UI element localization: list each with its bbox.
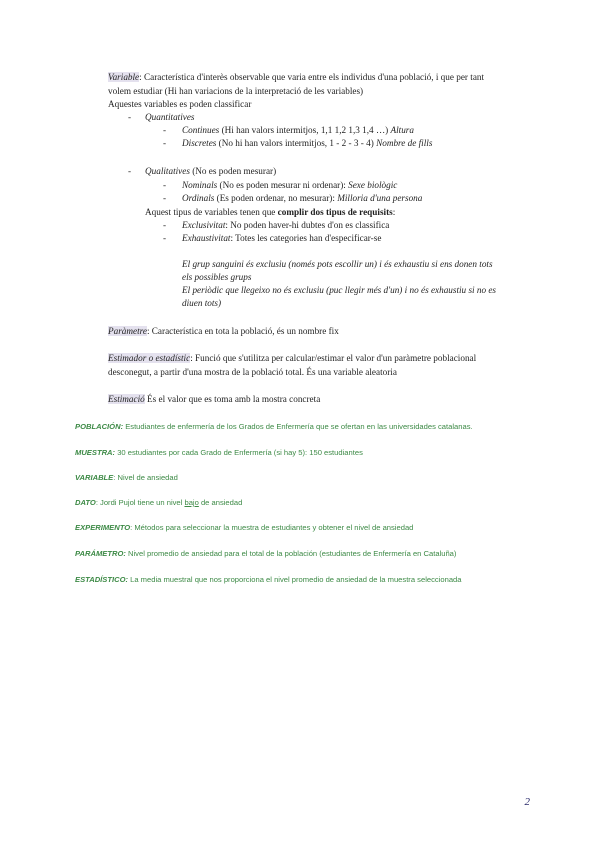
example-line-2b: diuen tots) (182, 298, 222, 308)
estadistico-label: ESTADÍSTICO: (75, 575, 129, 584)
exhaustivitat-item (182, 233, 381, 244)
ordinals-example: Milloria d'una persona (337, 193, 423, 203)
discretes-label: Discretes (182, 138, 217, 148)
exclusivitat-desc: : No poden haver-hi dubtes d'on es classifica (225, 220, 390, 230)
experimento-text: : Métodos para seleccionar la muestra de estudiantes y obtener el nivel de ansiedad (130, 523, 414, 532)
example-line-2a: El periòdic que llegeixo no és exclusiu (puc llegir més d'un) i no és exhaustiu si no es (182, 285, 497, 295)
requisits-line (145, 207, 395, 218)
bullet-dash: - (163, 220, 167, 230)
bullet-dash: - (128, 112, 132, 122)
parametro-label: PARÁMETRO: (75, 549, 126, 558)
qualitatives-desc: (No es poden mesurar) (189, 166, 277, 176)
continues-label: Continues (182, 125, 220, 135)
nominals-label: Nominals (182, 180, 218, 190)
poblacion-label: POBLACIÓN: (75, 422, 124, 431)
variable-term: Variable (108, 72, 140, 82)
variable-def-line1 (108, 72, 484, 83)
dato-label: DATO (75, 498, 96, 507)
variable-def-line2: volem estudiar (Hi han variacions de la interpretació de les variables) (108, 86, 364, 96)
bullet-dash: - (163, 233, 167, 243)
discretes-item (182, 138, 432, 149)
example-line-1a: El grup sanguini és exclusiu (només pots escollir un) i és exhaustiu si ens donen tots (182, 259, 493, 269)
poblacion-text: Estudiantes de enfermería de los Grados de Enfermería que se ofertan en las universidades catalanas. (123, 422, 473, 431)
bullet-dash: - (163, 125, 167, 135)
example-estadistico (75, 575, 462, 584)
estimador-def-line1 (108, 353, 476, 364)
ordinals-label: Ordinals (182, 193, 215, 203)
variable-text: : Nivel de ansiedad (113, 473, 178, 482)
requisits-suffix: : (392, 207, 396, 217)
page-number: 2 (524, 796, 530, 808)
nominals-example: Sexe biològic (348, 180, 398, 190)
exhaustivitat-desc: : Totes les categories han d'especificar-se (230, 233, 382, 243)
estimador-term: Estimador o estadístic (108, 353, 191, 363)
estimacio-term: Estimació (108, 394, 145, 404)
estimacio-def (108, 394, 320, 405)
requisits-prefix: Aquest tipus de variables tenen que (145, 207, 278, 217)
quantitatives-label: Quantitatives (145, 112, 195, 122)
parametre-text: : Característica en tota la població, és un nombre fix (146, 326, 339, 336)
bullet-dash: - (163, 193, 167, 203)
example-muestra (75, 448, 363, 457)
continues-example: Altura (390, 125, 414, 135)
bullet-dash: - (128, 166, 132, 176)
muestra-label: MUESTRA: (75, 448, 116, 457)
example-parametro (75, 549, 456, 558)
continues-item (182, 125, 414, 136)
nominals-desc: (No es poden mesurar ni ordenar): (217, 180, 349, 190)
bullet-dash: - (163, 180, 167, 190)
example-dato (75, 498, 242, 507)
nominals-item (182, 180, 397, 191)
parametro-text: Nivel promedio de ansiedad para el total de la población (estudiantes de Enfermería en Cataluña) (125, 549, 457, 558)
ordinals-item (182, 193, 422, 204)
parametre-def (108, 326, 339, 337)
requisits-bold: complir dos tipus de requisits (277, 207, 393, 217)
continues-desc: (Hi han valors intermitjos, 1,1 1,2 1,3 1,4 …) (219, 125, 391, 135)
variable-def-text: : Característica d'interès observable que varia entre els individus d'una població, i que per tant (139, 72, 485, 82)
dato-text-post: de ansiedad (198, 498, 243, 507)
example-experimento (75, 523, 413, 532)
qualitatives-label: Qualitatives (145, 166, 190, 176)
variable-label: VARIABLE (75, 473, 114, 482)
discretes-example: Nombre de fills (376, 138, 433, 148)
exclusivitat-label: Exclusivitat (182, 220, 226, 230)
variable-intro: Aquestes variables es poden classificar (108, 99, 252, 109)
estimador-def-line2: desconegut, a partir d'una mostra de la població total. És una variable aleatoria (108, 367, 397, 377)
bullet-dash: - (163, 138, 167, 148)
discretes-desc: (No hi han valors intermitjos, 1 - 2 - 3 - 4) (216, 138, 377, 148)
experimento-label: EXPERIMENTO (75, 523, 131, 532)
exhaustivitat-label: Exhaustivitat (182, 233, 231, 243)
estimador-text: : Funció que s'utilitza per calcular/estimar el valor d'un paràmetre poblacional (190, 353, 477, 363)
estadistico-text: La media muestral que nos proporciona el nivel promedio de ansiedad de la muestra seleccionada (128, 575, 462, 584)
muestra-text: 30 estudiantes por cada Grado de Enfermería (si hay 5): 150 estudiantes (115, 448, 363, 457)
estimacio-text: És el valor que es toma amb la mostra concreta (144, 394, 321, 404)
qualitatives-item (145, 166, 276, 177)
dato-text-pre: : Jordi Pujol tiene un nivel (95, 498, 185, 507)
example-line-1b: els possibles grups (182, 272, 252, 282)
example-variable (75, 473, 178, 482)
dato-text-underlined: bajo (184, 498, 199, 507)
exclusivitat-item (182, 220, 389, 231)
parametre-term: Paràmetre (108, 326, 147, 336)
ordinals-desc: (Es poden ordenar, no mesurar): (214, 193, 338, 203)
example-poblacion (75, 422, 473, 431)
